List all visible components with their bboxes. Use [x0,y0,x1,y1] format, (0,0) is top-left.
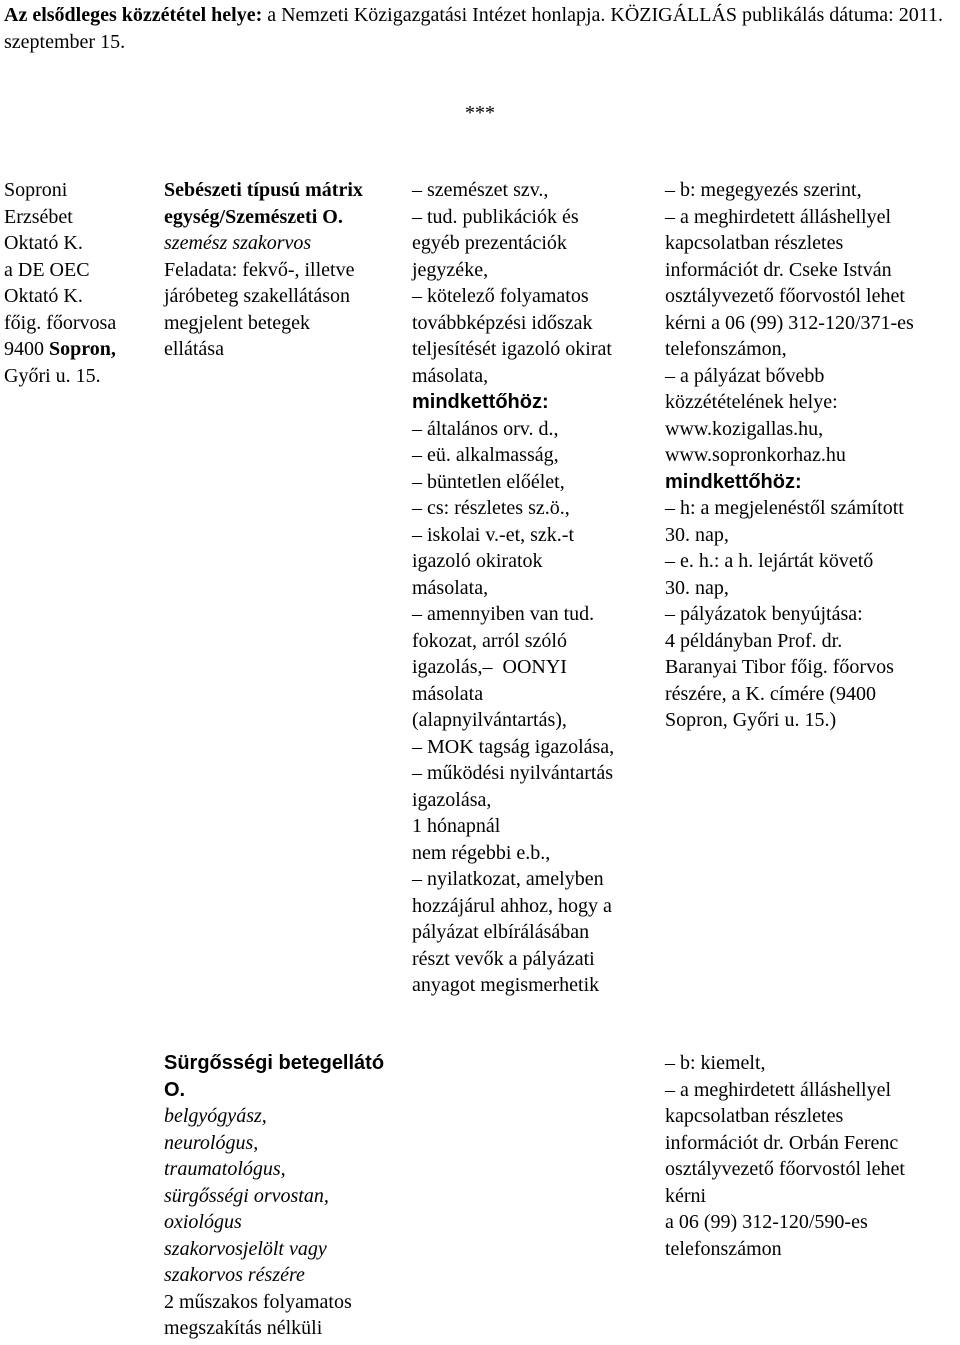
position-title: sürgősségi orvostan, [164,1184,329,1207]
info-item: – e. h.: a h. lejártát követő [665,548,957,575]
section-separator: *** [465,102,495,124]
info-item: – a pályázat bővebb [665,363,957,390]
postal-code: 9400 [4,338,49,360]
position-title: belgyógyász, [164,1105,267,1127]
info-item: – a meghirdetett álláshellyel [665,204,957,231]
info-line: 30. nap, [665,576,729,599]
unit-column-2 [164,1050,404,1342]
requirement-line: másolata, [412,364,489,387]
info-column [665,177,957,734]
requirement-line: igazoló okiratok [412,550,543,572]
requirement-line: másolata, [412,576,489,599]
employer-line: Oktató K. [4,285,83,307]
requirements-column [412,177,657,999]
requirement-line: igazolása, [412,788,492,811]
task-line: Feladata: fekvő-, illetve [164,258,355,281]
unit-title: Sürgősségi betegellátó [164,1052,385,1074]
requirement-fragment: – OONYI [483,656,567,678]
info-line: Sopron, Győri u. 15.) [665,709,837,731]
requirement-line: hozzájárul ahhoz, hogy a [412,894,612,917]
requirement-item: – tud. publikációk és [412,204,657,231]
info-line: a 06 (99) 312-120/590-es [665,1211,868,1233]
info-line: kapcsolatban részletes [665,1105,844,1127]
employer-column [4,177,154,389]
task-line: megjelent betegek [164,311,311,334]
requirement-line: egyéb prezentációk [412,232,567,254]
header-label: Az elsődleges közzététel helye: [4,4,263,26]
employer-line: Győri u. 15. [4,364,101,387]
task-line: járóbeteg szakellátáson [164,285,351,307]
info-line: kapcsolatban részletes [665,232,844,254]
requirement-line: 1 hónapnál [412,815,501,837]
info-item: – b: megegyezés szerint, [665,177,957,204]
city-name: Sopron, [49,338,116,360]
unit-title: egység/Szemészeti O. [164,205,343,228]
requirement-item: – kötelező folyamatos [412,283,657,310]
info-column-2 [665,1050,957,1262]
requirement-line: jegyzéke, [412,258,489,281]
info-item: – a meghirdetett álláshellyel [665,1077,957,1104]
info-line: kérni [665,1184,707,1207]
requirement-line: anyagot megismerhetik [412,974,600,996]
info-line: 30. nap, [665,523,729,546]
requirement-line: továbbképzési időszak [412,311,593,334]
requirement-line: fokozat, arról szóló [412,629,567,652]
info-line: osztályvezető főorvostól lehet [665,285,905,307]
requirements-subheading: mindkettőhöz: [412,391,549,413]
task-line: ellátása [164,338,224,360]
requirement-line: (alapnyilvántartás), [412,709,567,731]
position-title: neurológus, [164,1131,259,1154]
work-schedule: 2 műszakos folyamatos [164,1290,352,1313]
info-line: osztályvezető főorvostól lehet [665,1158,905,1180]
header-text: a Nemzeti Közigazgatási Intézet honlapja. KÖZIGÁLLÁS publikálás dátuma: 2011. szeptember 15. [4,4,943,53]
info-line: kérni a 06 (99) 312-120/371-es [665,311,914,334]
employer-line: Erzsébet [4,205,73,228]
info-line: információt dr. Cseke István [665,258,892,281]
unit-title: O. [164,1078,186,1101]
info-subheading: mindkettőhöz: [665,470,802,493]
requirement-item: – amennyiben van tud. [412,601,657,628]
employer-line: Soproni [4,179,68,201]
requirement-item: – MOK tagság igazolása, [412,734,657,761]
employer-line: Oktató K. [4,232,83,254]
requirement-item: – cs: részletes sz.ö., [412,495,657,522]
requirement-line: nem régebbi e.b., [412,841,551,864]
employer-line: főig. főorvosa [4,311,117,334]
requirement-line: teljesítését igazoló okirat [412,338,612,360]
info-line: információt dr. Orbán Ferenc [665,1131,899,1154]
position-title: szakorvosjelölt vagy [164,1237,327,1260]
website-link[interactable]: www.kozigallas.hu, [665,417,824,440]
requirement-fragment: igazolás, [412,656,483,678]
position-title: oxiológus [164,1211,242,1233]
requirement-item: – szemészet szv., [412,177,657,204]
info-line: telefonszámon, [665,338,787,360]
requirement-item: – működési nyilvántartás [412,760,657,787]
info-line: telefonszámon [665,1237,782,1260]
info-line: 4 példányban Prof. dr. [665,629,843,652]
unit-column [164,177,404,363]
requirement-item: – általános orv. d., [412,416,657,443]
requirement-line: másolata [412,682,484,705]
website-link[interactable]: www.sopronkorhaz.hu [665,444,846,466]
requirement-item: – eü. alkalmasság, [412,442,657,469]
info-line: Baranyai Tibor főig. főorvos [665,656,894,678]
info-line: közzétételének helye: [665,391,838,413]
requirement-item: – büntetlen előélet, [412,469,657,496]
work-schedule: megszakítás nélküli [164,1317,323,1339]
unit-title: Sebészeti típusú mátrix [164,179,363,201]
requirement-line: pályázat elbírálásában [412,921,590,943]
employer-line: a DE OEC [4,258,90,281]
publication-header [4,2,954,55]
info-line: részére, a K. címére (9400 [665,682,876,705]
requirement-line [412,654,657,681]
info-item: – pályázatok benyújtása: [665,601,957,628]
info-item: – b: kiemelt, [665,1050,957,1077]
info-item: – h: a megjelenéstől számított [665,495,957,522]
requirement-item: – iskolai v.-et, szk.-t [412,522,657,549]
position-title: szemész szakorvos [164,232,312,254]
requirement-line: részt vevők a pályázati [412,947,595,970]
requirement-item: – nyilatkozat, amelyben [412,866,657,893]
position-title: szakorvos részére [164,1264,305,1286]
position-title: traumatológus, [164,1158,286,1180]
employer-line [4,336,154,363]
